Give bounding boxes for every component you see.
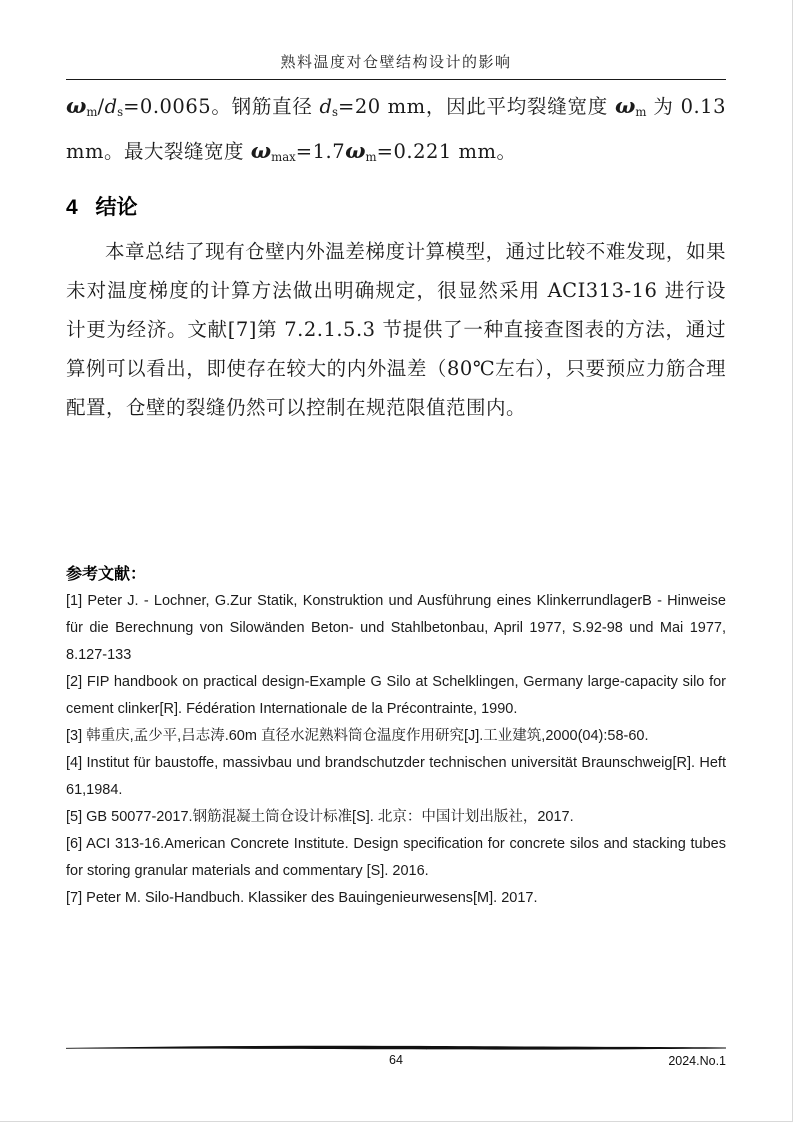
issue-label: 2024.No.1 — [668, 1054, 726, 1068]
references-list — [66, 588, 726, 912]
reference-item: [4] Institut für baustoffe, massivbau und brandschutzder technischen universität Braunschweig[R]. Heft 61,1984. — [66, 755, 726, 798]
footer-rule — [66, 1044, 726, 1052]
page-number: 64 — [389, 1053, 403, 1067]
page-content — [66, 0, 726, 427]
references-heading: 参考文献： — [66, 566, 147, 583]
conclusion-paragraph: 本章总结了现有仓壁内外温差梯度计算模型，通过比较不难发现，如果未对温度梯度的计算方法做出明确规定，很显然采用 ACI313-16 进行设计更为经济。文献[7]第 7.2.1.5.3 节提供了一种直接查图表的方法，通过算例可以看出，即使存在较大的内外温差（80℃左右），只要预应力筋合理配置，仓壁的裂缝仍然可以控制在规范限值范围内。 — [66, 239, 726, 419]
section-number: 4 — [66, 195, 78, 219]
reference-item: [2] FIP handbook on practical design-Example G Silo at Schelklingen, Germany large-capacity silo for cement clinker[R]. Fédération Internationale de la Précontrainte, 1990. — [66, 674, 726, 717]
references-section — [66, 561, 726, 912]
running-header-title: 熟料温度对仓壁结构设计的影响 — [280, 53, 512, 71]
crack-width-paragraph: ωm/ds=0.0065。钢筋直径 ds=20 mm，因此平均裂缝宽度 ωm 为 0.13 mm。最大裂缝宽度 ωmax=1.7ωm=0.221 mm。 — [66, 94, 726, 164]
page-footer — [66, 1044, 726, 1084]
header-rule — [66, 79, 726, 80]
reference-item: [7] Peter M. Silo-Handbuch. Klassiker des Bauingenieurwesens[M]. 2017. — [66, 890, 538, 906]
page-header — [66, 0, 726, 80]
section-title: 结论 — [95, 195, 138, 219]
reference-item: [3] 韩重庆,孟少平,吕志涛.60m 直径水泥熟料筒仓温度作用研究[J].工业建筑,2000(04):58-60. — [66, 728, 649, 744]
reference-item: [6] ACI 313-16.American Concrete Institute. Design specification for concrete silos and stacking tubes for storing granular materials and commentary [S]. 2016. — [66, 836, 726, 879]
footer-row — [66, 1053, 726, 1067]
section-heading — [66, 191, 726, 221]
reference-item: [1] Peter J. - Lochner, G.Zur Statik, Konstruktion und Ausführung eines KlinkerrundlagerB - Hinweise für die Berechnung von Silowänden Beton- und Stahlbetonbau, April 1977, S.92-98 und Mai 1977, 8.127-133 — [66, 593, 726, 663]
reference-item: [5] GB 50077-2017.钢筋混凝土筒仓设计标准[S]. 北京：中国计划出版社，2017. — [66, 809, 574, 825]
